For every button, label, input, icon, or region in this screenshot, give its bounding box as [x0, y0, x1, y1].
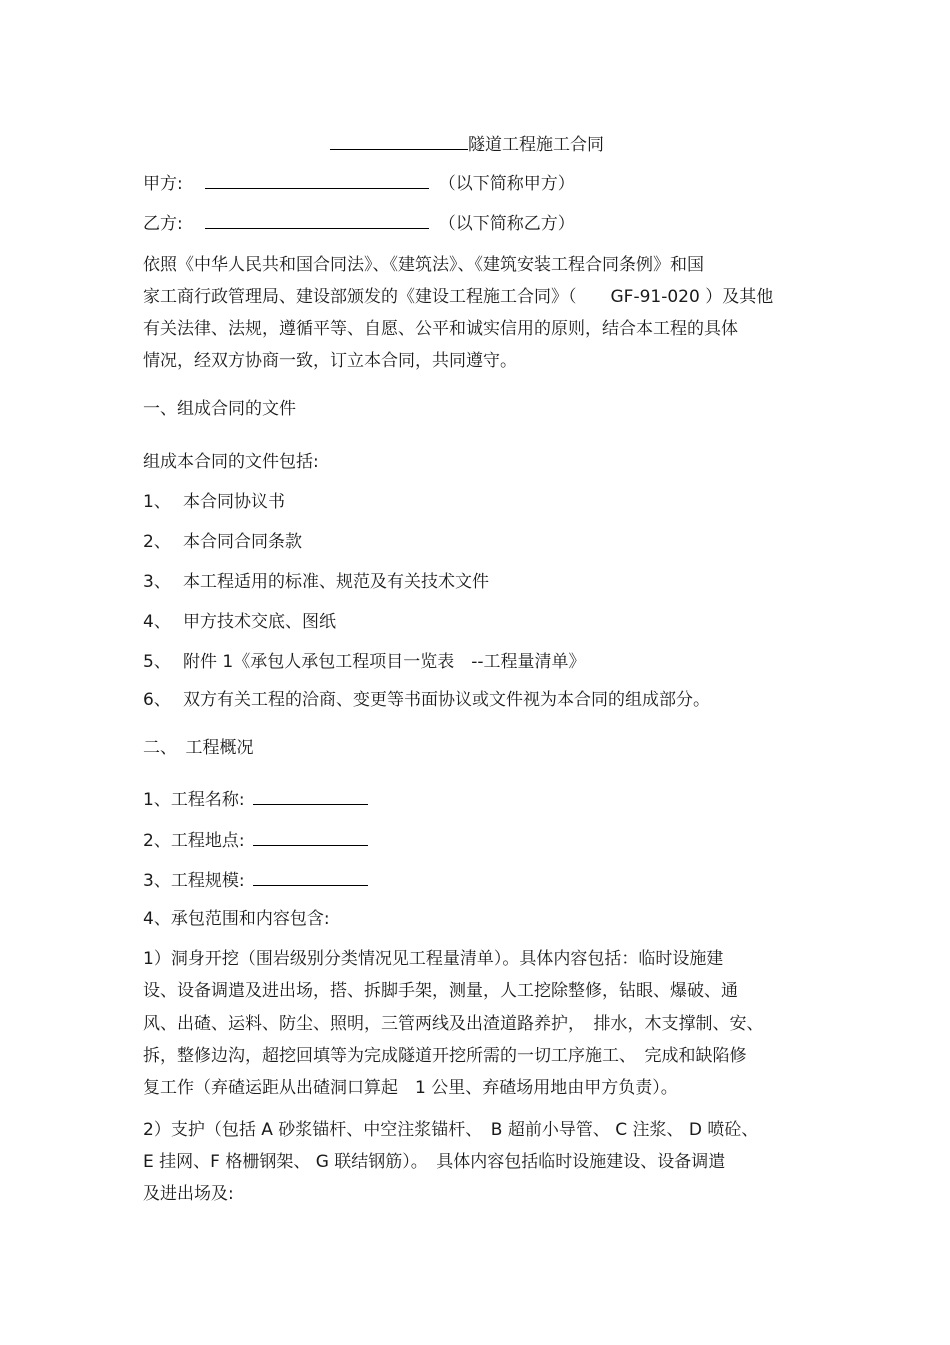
document-list-item: 2、 本合同合同条款 — [143, 532, 302, 552]
project-scale-line: 3、工程规模: — [143, 871, 368, 891]
party-a-label: 甲方: — [143, 174, 183, 194]
scope-paragraph-1-line: 风、出碴、运料、防尘、照明，三管两线及出渣道路养护， 排水，木支撑制、安、 — [143, 1014, 764, 1034]
party-b-suffix: （以下简称乙方） — [438, 214, 575, 234]
party-b-line — [143, 214, 575, 234]
scope-paragraph-1-line: 拆，整修边沟，超挖回填等为完成隧道开挖所需的一切工序施工、 完成和缺陷修 — [143, 1046, 747, 1066]
scope-paragraph-2-line: 及进出场及: — [143, 1184, 234, 1204]
scope-paragraph-2-line: E 挂网、F 格栅钢架、 G 联结钢筋）。 具体内容包括临时设施建设、设备调遣 — [143, 1152, 726, 1172]
project-name-blank[interactable] — [253, 790, 368, 805]
scope-paragraph-1-line: 设、设备调遣及进出场，搭、拆脚手架，测量，人工挖除整修，钻眼、爆破、通 — [143, 981, 738, 1001]
section-2-heading: 二、 工程概况 — [143, 738, 254, 758]
project-scale-blank[interactable] — [253, 871, 368, 886]
scope-paragraph-1-line: 1）洞身开挖（围岩级别分类情况见工程量清单）。具体内容包括：临时设施建 — [143, 949, 724, 969]
title-blank-line[interactable] — [330, 135, 468, 150]
document-list-item: 4、 甲方技术交底、图纸 — [143, 612, 336, 632]
party-b-label: 乙方: — [143, 214, 183, 234]
project-location-blank[interactable] — [253, 831, 368, 846]
party-b-blank[interactable] — [205, 214, 429, 229]
scope-heading: 4、承包范围和内容包含: — [143, 909, 330, 929]
document-list-item: 3、 本工程适用的标准、规范及有关技术文件 — [143, 572, 489, 592]
project-name-line: 1、工程名称: — [143, 790, 368, 810]
document-title: 隧道工程施工合同 — [330, 135, 604, 155]
section-1-lead: 组成本合同的文件包括: — [143, 452, 319, 472]
scope-paragraph-2-line: 2）支护（包括 A 砂浆锚杆、中空注浆锚杆、 B 超前小导管、 C 注浆、 D 喷砼、 — [143, 1120, 759, 1140]
party-a-blank[interactable] — [205, 174, 429, 189]
document-list-item: 1、 本合同协议书 — [143, 492, 285, 512]
intro-line: 家工商行政管理局、建设部颁发的《建设工程施工合同》（ GF-91-020 ）及其他 — [143, 287, 774, 307]
intro-line: 情况，经双方协商一致，订立本合同，共同遵守。 — [143, 351, 517, 371]
intro-line: 有关法律、法规，遵循平等、自愿、公平和诚实信用的原则，结合本工程的具体 — [143, 319, 738, 339]
document-list-item: 6、 双方有关工程的洽商、变更等书面协议或文件视为本合同的组成部分。 — [143, 690, 710, 710]
project-location-line: 2、工程地点: — [143, 831, 368, 851]
document-list-item: 5、 附件 1《承包人承包工程项目一览表 --工程量清单》 — [143, 652, 586, 672]
party-a-line — [143, 174, 575, 194]
scope-paragraph-1-line: 复工作（弃碴运距从出碴洞口算起 1 公里、弃碴场用地由甲方负责）。 — [143, 1078, 678, 1098]
section-1-heading: 一、组成合同的文件 — [143, 399, 296, 419]
party-a-suffix: （以下简称甲方） — [438, 174, 575, 194]
intro-line: 依照《中华人民共和国合同法》、《建筑法》、《建筑安装工程合同条例》和国 — [143, 255, 704, 275]
